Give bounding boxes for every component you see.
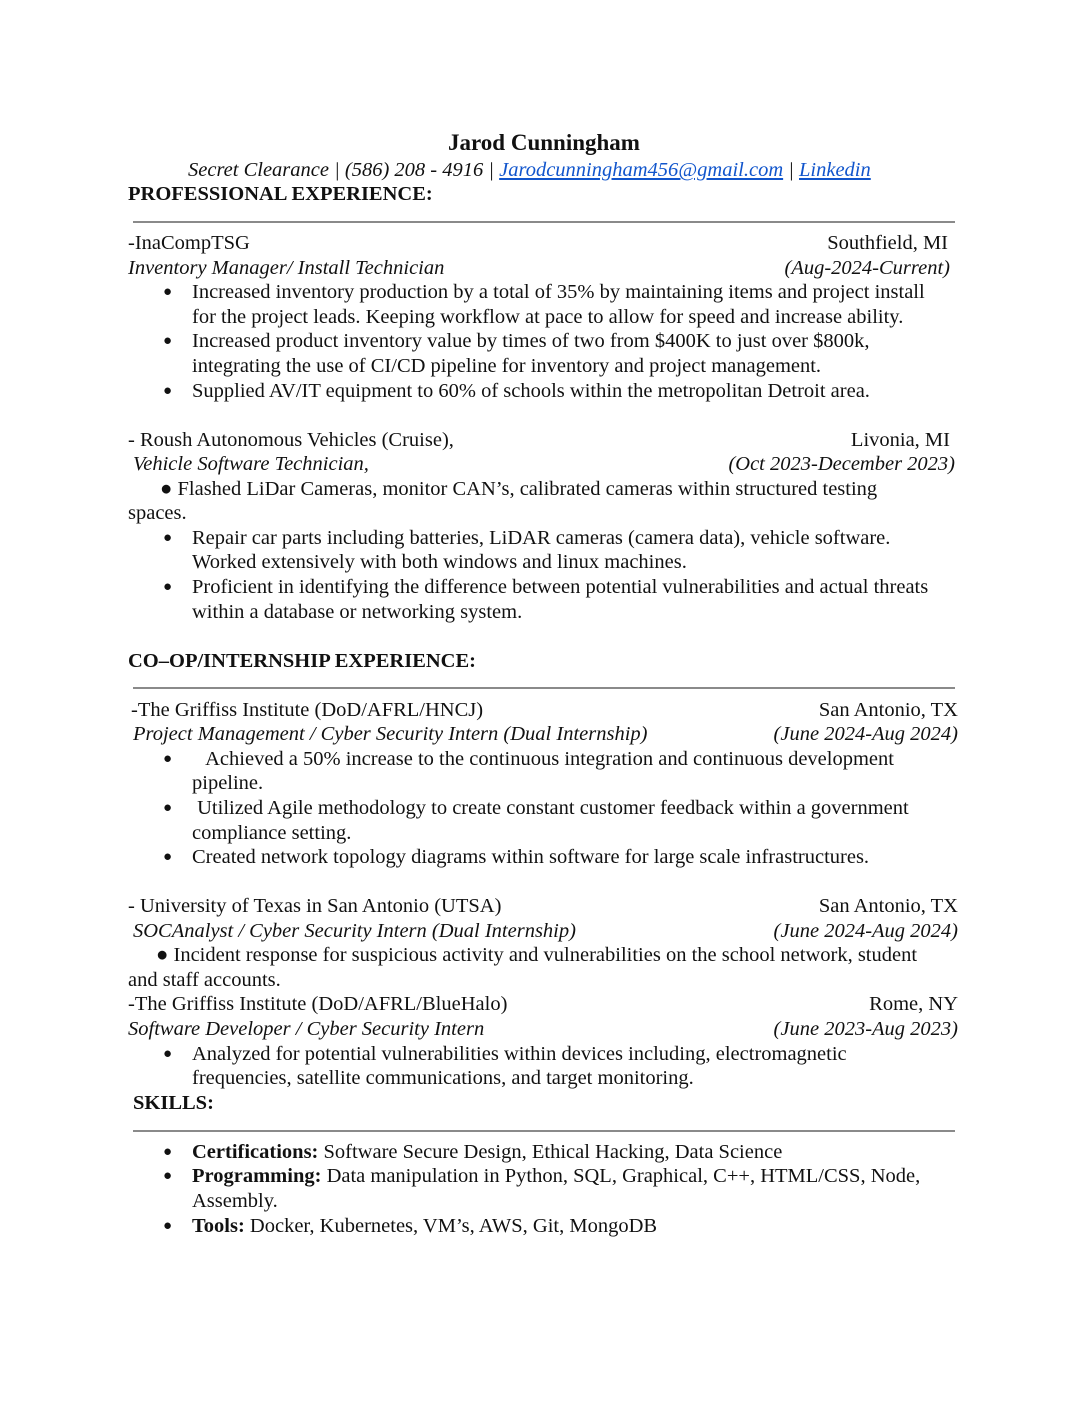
bullet-text-cont: within a database or networking system.	[192, 601, 523, 623]
company: -The Griffiss Institute (DoD/AFRL/HNCJ)	[131, 699, 484, 721]
bullet-text-cont: frequencies, satellite communications, and target monitoring.	[192, 1067, 694, 1089]
location: Livonia, MI	[850, 429, 950, 451]
company: - Roush Autonomous Vehicles (Cruise),	[128, 429, 454, 451]
resume-name: Jarod Cunningham	[448, 130, 640, 155]
linkedin-link[interactable]: Linkedin	[799, 159, 871, 181]
bullet-text: Utilized Agile methodology to create constant customer feedback within a government	[192, 797, 909, 819]
bullet-text: Created network topology diagrams within software for large scale infrastructures.	[192, 846, 870, 868]
section-heading-coop: CO–OP/INTERNSHIP EXPERIENCE:	[128, 650, 476, 672]
bullet-text: Increased product inventory value by times of two from $400K to just over $800k,	[192, 330, 870, 352]
inline-bullet-text-cont: and staff accounts.	[128, 969, 281, 991]
bullet-icon: ●	[163, 1046, 173, 1062]
section-divider	[133, 687, 955, 689]
skill-text: Software Secure Design, Ethical Hacking, Data Science	[318, 1141, 783, 1163]
email-link[interactable]: Jarodcunningham456@gmail.com	[499, 159, 784, 181]
bullet-text-cont: integrating the use of CI/CD pipeline for inventory and project management.	[192, 355, 822, 377]
job-role-row	[128, 256, 950, 281]
dates: (June 2023-Aug 2023)	[773, 1018, 958, 1040]
separator: |	[788, 159, 794, 181]
bullet-text-cont: compliance setting.	[192, 822, 352, 844]
job-header	[128, 894, 958, 919]
bullet-icon: ●	[163, 751, 173, 767]
company: - University of Texas in San Antonio (UTSA)	[128, 895, 502, 917]
job-role-row	[133, 452, 955, 477]
separator: |	[488, 159, 494, 181]
skill-programming	[192, 1164, 920, 1189]
skill-label: Tools:	[192, 1215, 245, 1237]
skill-tools	[192, 1214, 657, 1239]
skill-label: Certifications:	[192, 1141, 319, 1163]
job-header	[128, 428, 950, 453]
section-divider	[133, 221, 955, 223]
bullet-text-cont: Worked extensively with both windows and linux machines.	[192, 551, 687, 573]
bullet-text: Increased inventory production by a total of 35% by maintaining items and project install	[192, 281, 925, 303]
bullet-text: Analyzed for potential vulnerabilities within devices including, electromagnetic	[192, 1043, 847, 1065]
bullet-icon: ●	[163, 383, 173, 399]
skill-certifications	[192, 1140, 782, 1165]
skill-text: Docker, Kubernetes, VM’s, AWS, Git, MongoDB	[244, 1215, 658, 1237]
bullet-text-cont: for the project leads. Keeping workflow at pace to allow for speed and increase ability.	[192, 306, 904, 328]
job-header	[131, 698, 958, 723]
bullet-icon: ●	[163, 849, 173, 865]
bullet-icon: ●	[163, 1218, 173, 1234]
role: Vehicle Software Technician,	[133, 453, 369, 475]
skill-label: Programming:	[192, 1165, 322, 1187]
bullet-text: Achieved a 50% increase to the continuous integration and continuous development	[196, 748, 894, 770]
section-divider	[133, 1130, 955, 1132]
bullet-icon: ●	[163, 530, 173, 546]
bullet-icon: ●	[163, 1144, 173, 1160]
job-role-row	[133, 722, 958, 747]
bullet-icon: ●	[163, 284, 173, 300]
phone: (586) 208 - 4916	[344, 159, 484, 181]
bullet-text-cont: pipeline.	[192, 772, 264, 794]
company: -InaCompTSG	[128, 232, 250, 254]
bullet-text: Supplied AV/IT equipment to 60% of schools within the metropolitan Detroit area.	[192, 380, 870, 402]
skill-text: Data manipulation in Python, SQL, Graphical, C++, HTML/CSS, Node,	[321, 1165, 921, 1187]
bullet-icon: ●	[163, 579, 173, 595]
bullet-text: Repair car parts including batteries, LiDAR cameras (camera data), vehicle software.	[192, 527, 891, 549]
dates: (Aug-2024-Current)	[784, 257, 950, 279]
job-role-row	[128, 1017, 958, 1042]
bullet-text: Proficient in identifying the difference between potential vulnerabilities and actual threats	[192, 576, 929, 598]
inline-bullet-text: ● Flashed LiDar Cameras, monitor CAN’s, calibrated cameras within structured testing	[160, 478, 878, 500]
dates: (Oct 2023-December 2023)	[728, 453, 955, 475]
role: SOCAnalyst / Cyber Security Intern (Dual Internship)	[133, 920, 576, 942]
job-header	[128, 231, 948, 256]
bullet-icon: ●	[163, 333, 173, 349]
company: -The Griffiss Institute (DoD/AFRL/BlueHalo)	[128, 993, 508, 1015]
section-heading-skills: SKILLS:	[133, 1092, 214, 1114]
separator: |	[334, 159, 340, 181]
job-role-row	[133, 919, 958, 944]
role: Inventory Manager/ Install Technician	[128, 257, 445, 279]
role: Project Management / Cyber Security Intern (Dual Internship)	[133, 723, 648, 745]
inline-bullet-text: ● Incident response for suspicious activity and vulnerabilities on the school network, student	[156, 944, 918, 966]
section-heading-professional: PROFESSIONAL EXPERIENCE:	[128, 183, 433, 205]
bullet-icon: ●	[163, 800, 173, 816]
inline-bullet-text-cont: spaces.	[128, 502, 187, 524]
dates: (June 2024-Aug 2024)	[773, 723, 958, 745]
job-header	[128, 992, 958, 1017]
skill-text-cont: Assembly.	[192, 1190, 278, 1212]
location: Rome, NY	[869, 993, 958, 1015]
clearance: Secret Clearance	[188, 159, 329, 181]
dates: (June 2024-Aug 2024)	[773, 920, 958, 942]
role: Software Developer / Cyber Security Intern	[128, 1018, 485, 1040]
location: Southfield, MI	[827, 232, 948, 254]
contact-line	[188, 158, 871, 183]
bullet-icon: ●	[163, 1168, 173, 1184]
location: San Antonio, TX	[818, 895, 958, 917]
location: San Antonio, TX	[818, 699, 958, 721]
